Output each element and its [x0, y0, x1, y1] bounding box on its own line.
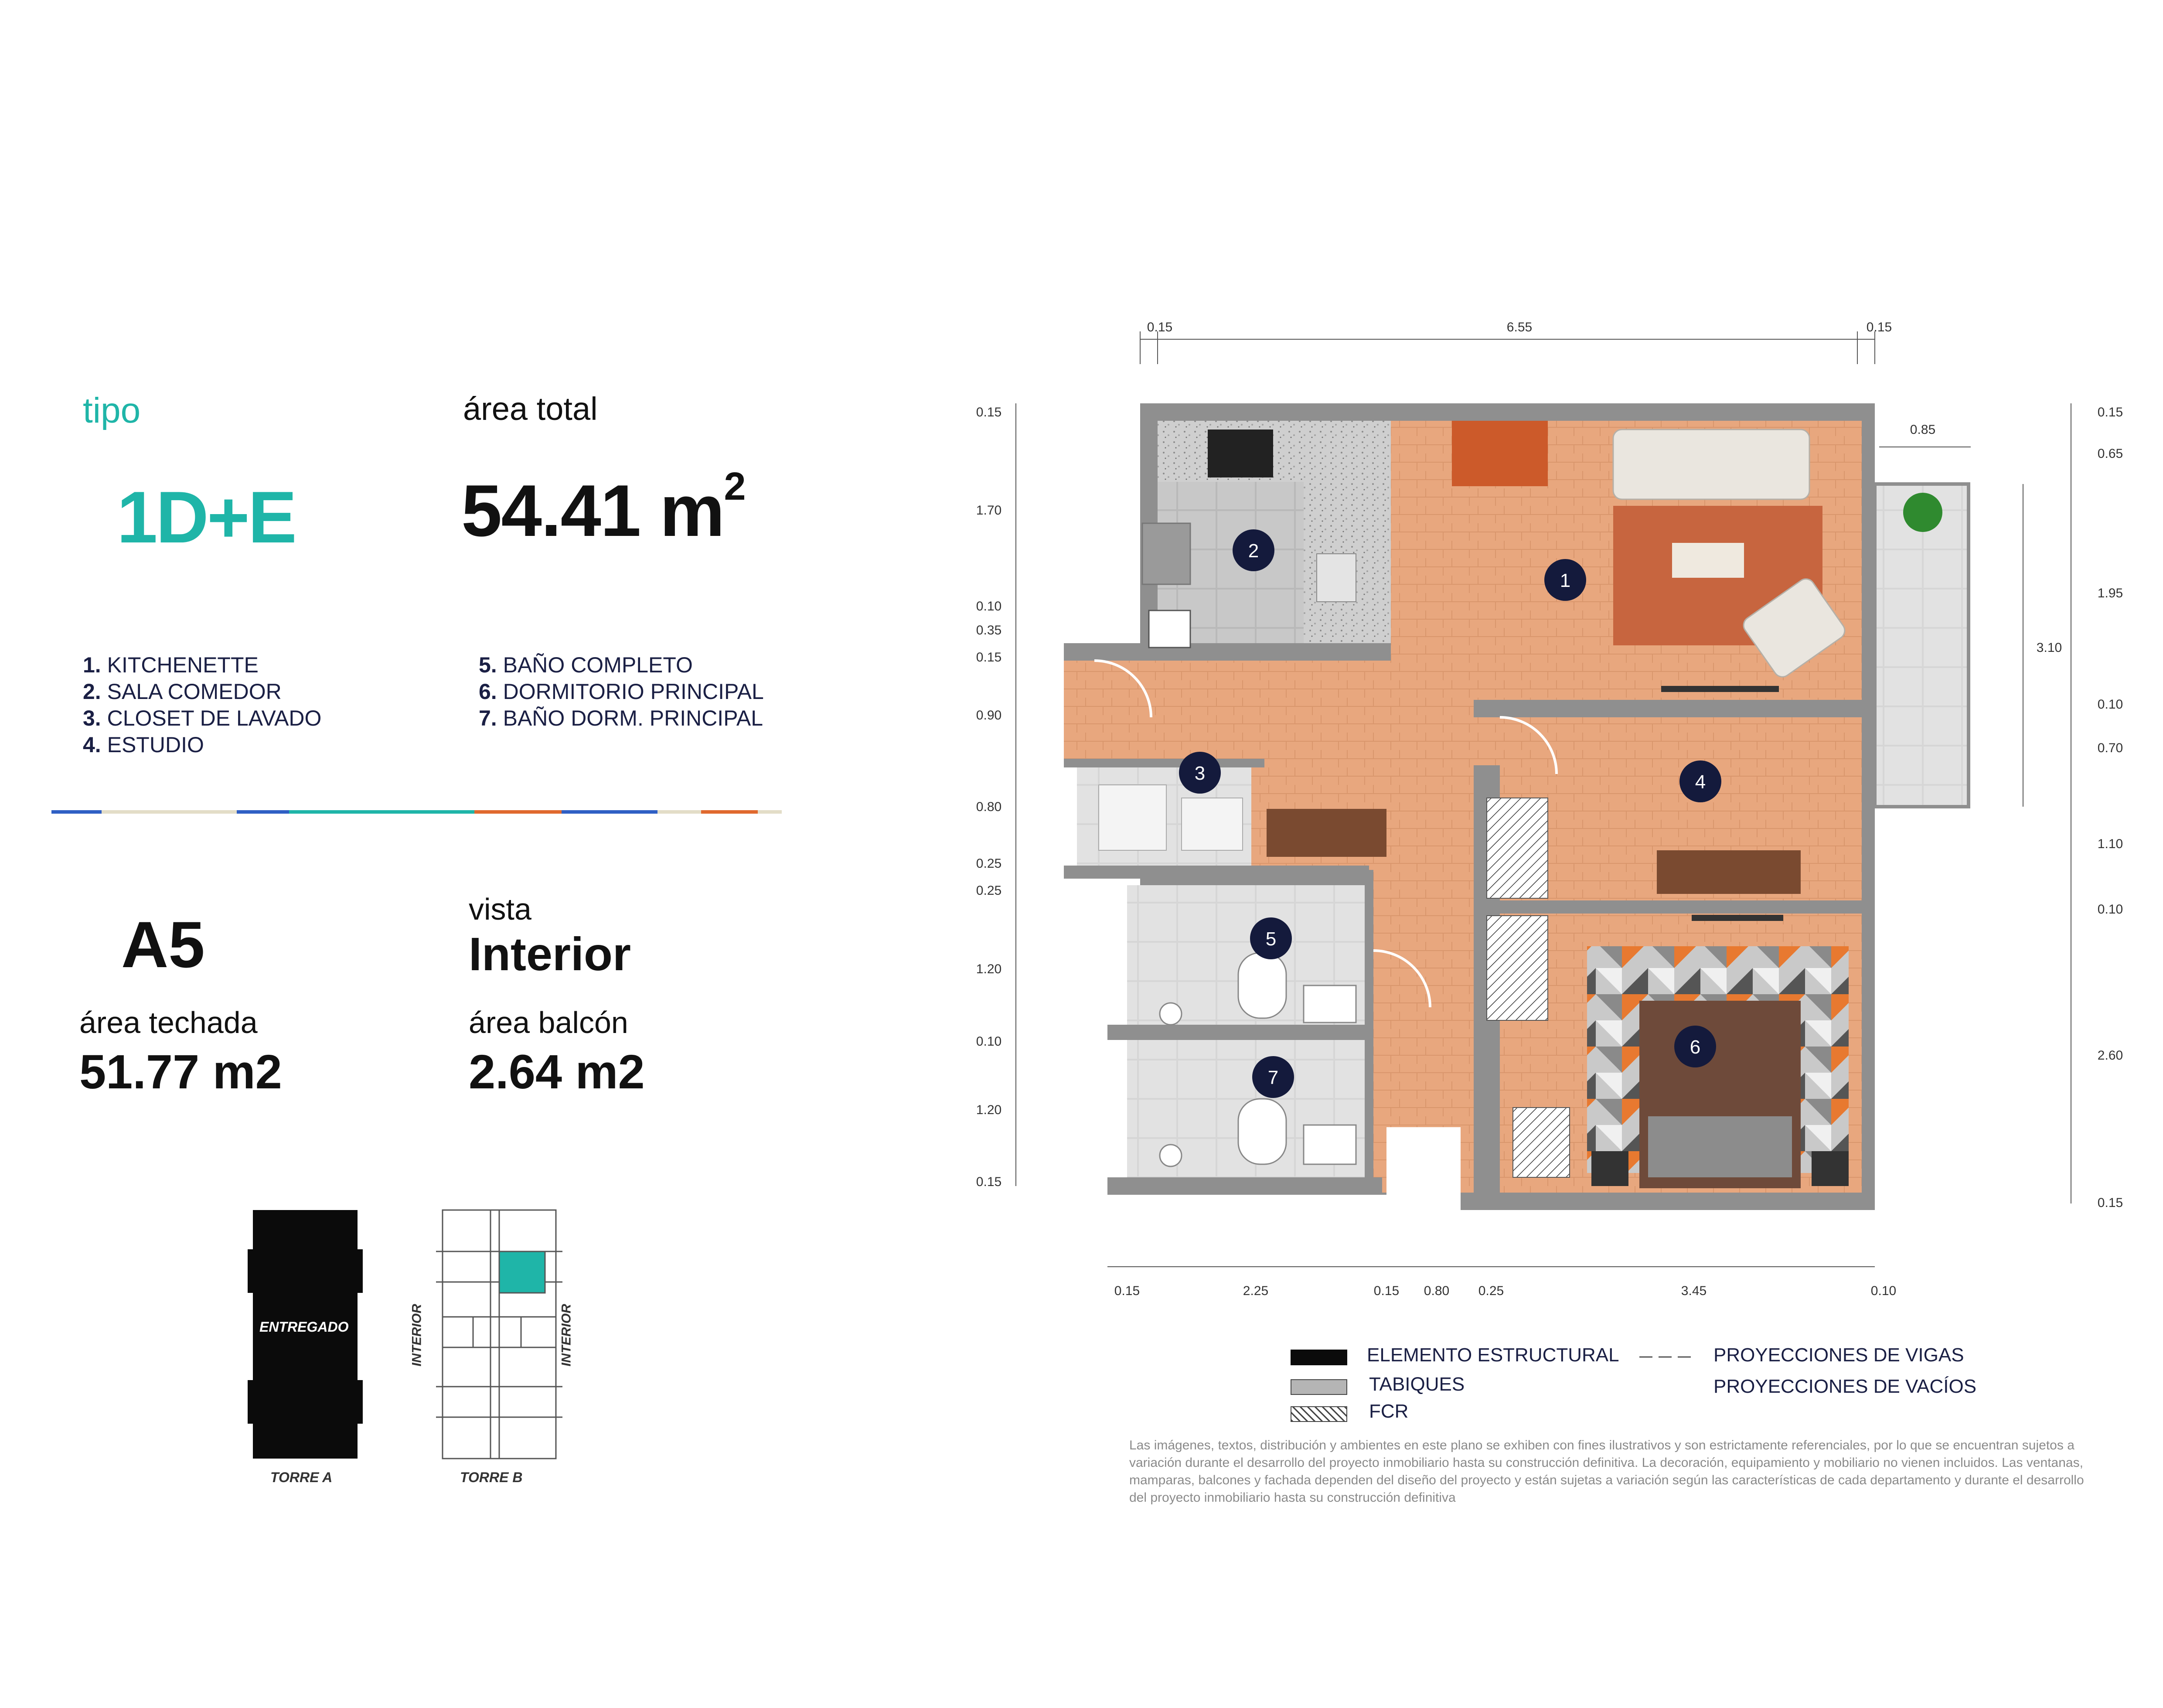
- room-item: 6. DORMITORIO PRINCIPAL: [479, 679, 764, 704]
- legend-tabiques-swatch: [1291, 1379, 1347, 1395]
- tipo-label: tipo: [83, 391, 141, 430]
- svg-text:1.70: 1.70: [976, 503, 1002, 518]
- svg-text:0.70: 0.70: [2097, 741, 2123, 755]
- interior-right-label: INTERIOR: [559, 1304, 574, 1367]
- unit-code: A5: [121, 908, 205, 981]
- svg-text:0.85: 0.85: [1910, 423, 1936, 437]
- legend-fcr-swatch: [1291, 1406, 1347, 1422]
- svg-text:0.15: 0.15: [976, 650, 1002, 665]
- svg-text:0.15: 0.15: [2097, 405, 2123, 419]
- room-number-1: [1544, 559, 1586, 601]
- svg-text:0.10: 0.10: [2097, 902, 2123, 917]
- vista-label: vista: [469, 892, 531, 926]
- tipo-value: 1D+E: [117, 476, 295, 558]
- svg-text:0.65: 0.65: [2097, 447, 2123, 461]
- room-item: 5. BAÑO COMPLETO: [479, 653, 693, 677]
- svg-text:0.15: 0.15: [1147, 320, 1173, 334]
- room-number-3: [1179, 752, 1221, 794]
- svg-text:1.20: 1.20: [976, 962, 1002, 976]
- room-number-4: [1679, 760, 1721, 802]
- svg-text:0.10: 0.10: [976, 1034, 1002, 1049]
- legend-lines: [1639, 1352, 1700, 1387]
- room-number-5: [1250, 917, 1292, 959]
- area-techada-value: 51.77 m2: [79, 1045, 282, 1099]
- svg-text:0.15: 0.15: [1373, 1284, 1400, 1298]
- room-number-2: [1233, 529, 1274, 571]
- svg-text:2.25: 2.25: [1243, 1284, 1269, 1298]
- svg-text:2: 2: [1248, 540, 1259, 562]
- svg-text:3.10: 3.10: [2036, 641, 2062, 655]
- svg-text:0.15: 0.15: [2097, 1196, 2123, 1210]
- area-total-label: área total: [463, 391, 598, 427]
- legend-vacios-label: PROYECCIONES DE VACÍOS: [1713, 1376, 1977, 1397]
- svg-text:0.80: 0.80: [1424, 1284, 1450, 1298]
- svg-text:4: 4: [1695, 771, 1706, 793]
- room-item: 4. ESTUDIO: [83, 733, 204, 757]
- svg-text:3: 3: [1194, 763, 1206, 784]
- svg-text:0.25: 0.25: [976, 856, 1002, 871]
- svg-text:1.10: 1.10: [2097, 837, 2123, 851]
- svg-text:0.15: 0.15: [1114, 1284, 1140, 1298]
- svg-text:1.95: 1.95: [2097, 586, 2123, 600]
- room-item: 2. SALA COMEDOR: [83, 679, 282, 704]
- svg-text:1.20: 1.20: [976, 1103, 1002, 1117]
- legend-vigas-label: PROYECCIONES DE VIGAS: [1713, 1344, 1964, 1366]
- torre-b-label: TORRE B: [460, 1469, 523, 1485]
- svg-text:0.35: 0.35: [976, 623, 1002, 638]
- legend-tabiques-label: TABIQUES: [1369, 1374, 1465, 1395]
- svg-text:1: 1: [1560, 570, 1571, 591]
- room-number-6: [1674, 1026, 1716, 1067]
- svg-text:0.80: 0.80: [976, 800, 1002, 814]
- disclaimer-text: Las imágenes, textos, distribución y ambientes en este plano se exhiben con fines ilustrativos y son estrictamente referenciales, por lo que se encuentran sujetos a variación durante el desarrollo del proyecto inmobiliario hasta su construcción definitiva. La decoración, equipamiento y mobiliario no vienen incluidos. Las ventanas, mamparas, balcones y fachada dependen del diseño del proyecto y están sujetas a variación según las características de cada departamento y durante el desarrollo del proyecto inmobiliario hasta su construcción definitiva: [1129, 1438, 2084, 1505]
- svg-text:0.90: 0.90: [976, 708, 1002, 723]
- svg-text:5: 5: [1265, 928, 1277, 950]
- svg-text:3.45: 3.45: [1681, 1284, 1707, 1298]
- area-total-superscript: 2: [724, 465, 745, 508]
- legend-fcr-label: FCR: [1369, 1401, 1409, 1422]
- legend-estructural-label: ELEMENTO ESTRUCTURAL: [1367, 1344, 1619, 1366]
- interior-left-label: INTERIOR: [409, 1304, 424, 1367]
- area-techada-label: área techada: [79, 1006, 258, 1040]
- svg-text:7: 7: [1267, 1067, 1279, 1088]
- svg-text:0.15: 0.15: [976, 1175, 1002, 1189]
- room-item: 3. CLOSET DE LAVADO: [83, 706, 322, 730]
- room-item: 7. BAÑO DORM. PRINCIPAL: [479, 706, 763, 730]
- legend-estructural-swatch: [1291, 1350, 1347, 1365]
- vista-value: Interior: [469, 927, 631, 980]
- torre-a-label: TORRE A: [270, 1469, 333, 1485]
- svg-text:0.10: 0.10: [2097, 697, 2123, 712]
- room-item: 1. KITCHENETTE: [83, 653, 259, 677]
- svg-text:0.10: 0.10: [976, 599, 1002, 614]
- svg-text:0.25: 0.25: [1478, 1284, 1504, 1298]
- svg-text:0.10: 0.10: [1870, 1284, 1897, 1298]
- svg-text:6.55: 6.55: [1506, 320, 1533, 334]
- area-balcon-value: 2.64 m2: [469, 1045, 645, 1099]
- svg-text:0.15: 0.15: [1866, 320, 1892, 334]
- area-total-number: 54.41 m: [461, 470, 724, 552]
- svg-text:0.15: 0.15: [976, 405, 1002, 419]
- svg-text:0.25: 0.25: [976, 883, 1002, 898]
- area-balcon-label: área balcón: [469, 1006, 628, 1040]
- room-number-7: [1252, 1056, 1294, 1098]
- torre-a-status: ENTREGADO: [259, 1319, 349, 1335]
- svg-text:6: 6: [1690, 1036, 1701, 1058]
- svg-text:2.60: 2.60: [2097, 1048, 2123, 1063]
